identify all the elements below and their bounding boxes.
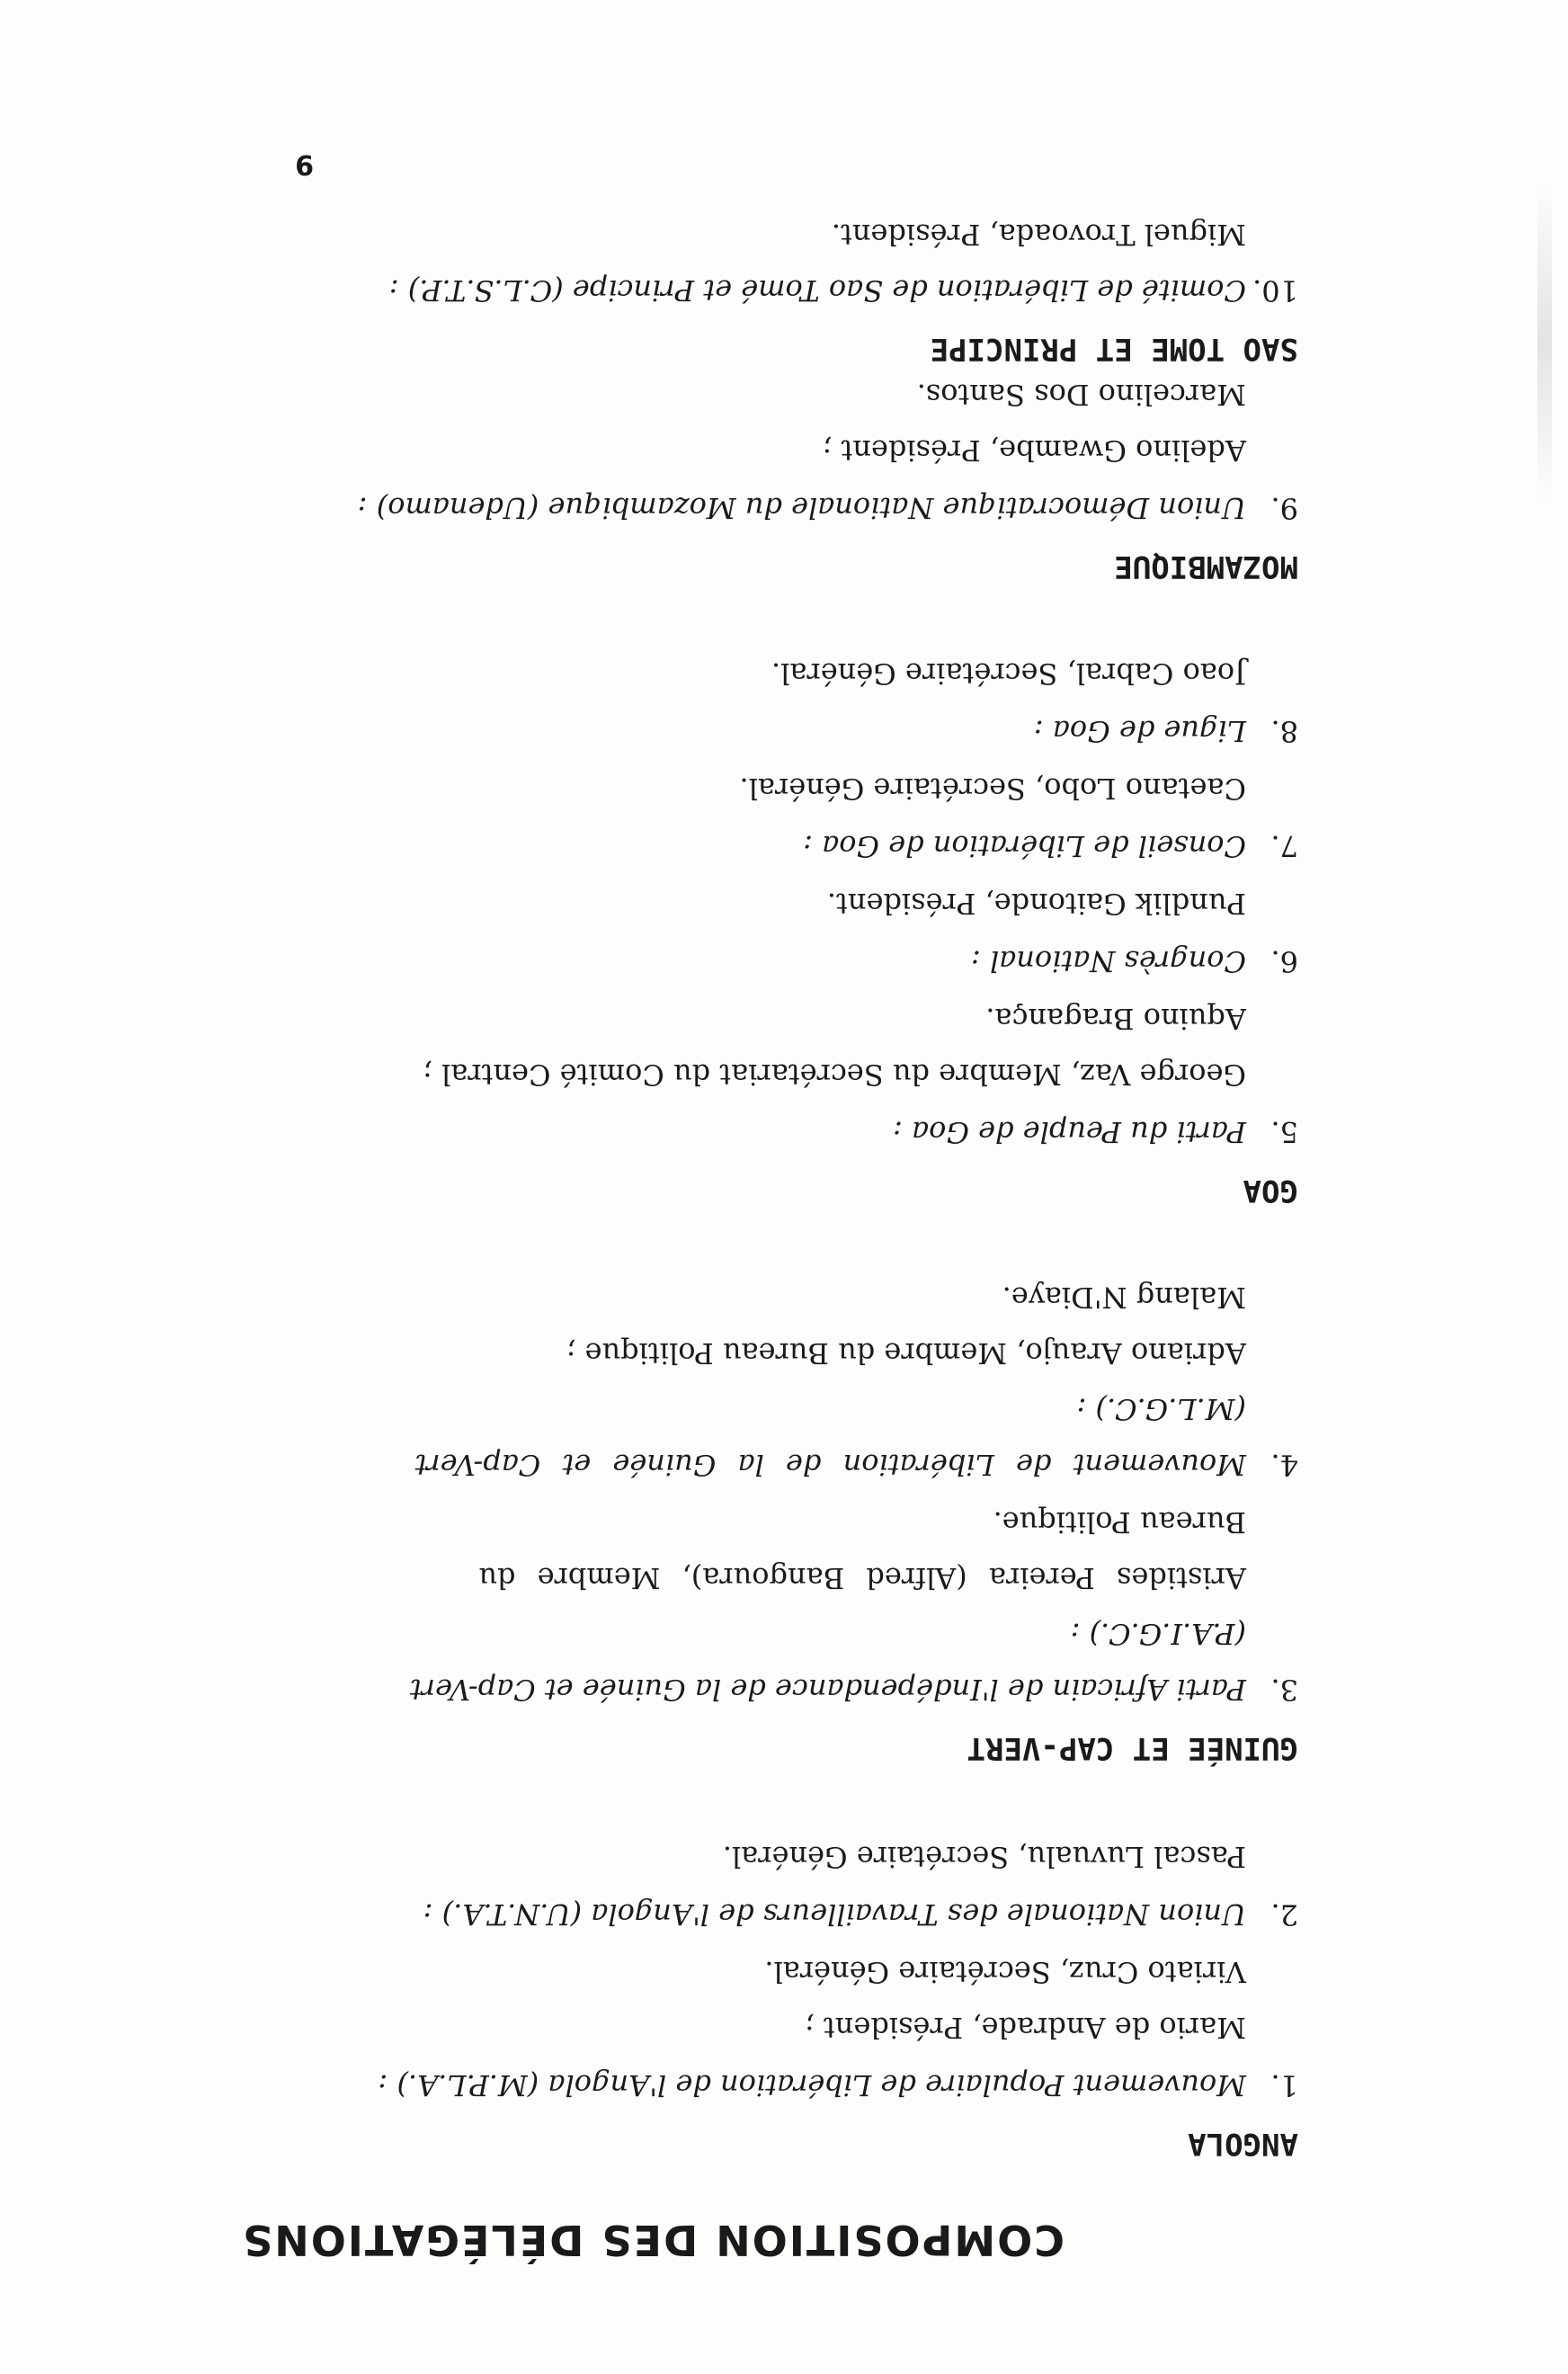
org-2-line-1 [423, 1897, 1298, 1932]
org-4-person-1: Adriano Araujo, Membre du Bureau Politique ; [566, 1336, 1246, 1370]
org-10-name: Comité de Libération de Sao Tomé et Principe (C.L.S.T.P.) : [388, 273, 1246, 308]
org-3-name: Parti Africain de l'Indépendance de la Guinée et Cap-Vert [409, 1673, 1246, 1707]
org-9-person-1: Adelino Gwambe, Président ; [822, 433, 1246, 468]
org-6-line-1 [971, 944, 1298, 978]
org-7-line-1 [803, 829, 1298, 863]
org-3-person-1: Aristides Pereira (Alfred Bangoura), Membre du [478, 1561, 1246, 1595]
org-9-name: Union Démocratique Nationale du Mozambique (Udenamo) : [357, 491, 1246, 525]
org-5-person-2: Aquino Bragança. [985, 1002, 1246, 1036]
org-3-line-1 [410, 1673, 1298, 1707]
org-4-name: Mouvement de Libération de la Guinée et Cap-Vert [414, 1448, 1246, 1482]
section-heading-guinee: GUINÉE ET CAP-VERT [967, 1730, 1298, 1766]
org-10-line-1 [389, 273, 1298, 308]
org-8-person-1: Joao Cabral, Secrétaire Général. [771, 656, 1246, 691]
org-4-line-2: (M.L.G.C.) : [1076, 1392, 1246, 1426]
page-number: 9 [295, 148, 314, 180]
org-5-name: Parti du Peuple de Goa : [893, 1115, 1246, 1149]
section-heading-goa: GOA [1243, 1173, 1298, 1209]
org-7-number: 7. [1270, 829, 1298, 863]
org-4-person-2: Malang N'Diaye. [1002, 1281, 1246, 1315]
org-2-name: Union Nationale des Travailleurs de l'Angola (U.N.T.A.) : [423, 1897, 1246, 1932]
org-5-person-1: George Vaz, Membre du Secrétariat du Comité Central ; [423, 1058, 1246, 1092]
org-4-number: 4. [1270, 1448, 1298, 1482]
org-8-line-1 [1034, 714, 1298, 748]
org-1-person-1: Mario de Andrade, Président ; [804, 2011, 1246, 2045]
org-9-line-1 [358, 491, 1298, 525]
org-5-number: 5. [1270, 1115, 1298, 1149]
org-2-number: 2. [1270, 1897, 1298, 1932]
org-9-number: 9. [1270, 491, 1298, 525]
org-6-number: 6. [1270, 944, 1298, 978]
org-7-person-1: Caetano Lobo, Secrétaire Général. [739, 772, 1246, 806]
org-4-line-1 [415, 1448, 1299, 1482]
org-7-name: Conseil de Libération de Goa : [803, 829, 1246, 863]
scan-smudge [1537, 180, 1552, 504]
org-6-person-1: Pundlik Gaitonde, Président. [826, 887, 1246, 921]
org-6-name: Congrès National : [971, 944, 1246, 978]
org-8-number: 8. [1270, 714, 1298, 748]
org-1-line-1 [379, 2068, 1299, 2102]
org-10-number: 10. [1252, 273, 1298, 308]
section-heading-sao-tome: SAO TOME ET PRINCIPE [930, 331, 1298, 367]
org-3-number: 3. [1270, 1673, 1298, 1707]
org-5-line-1 [893, 1115, 1298, 1149]
org-3-line-2: (P.A.I.G.C.) : [1070, 1617, 1246, 1651]
org-1-name: Mouvement Populaire de Libération de l'Angola (M.P.L.A.) : [378, 2068, 1246, 2102]
section-heading-angola: ANGOLA [1188, 2126, 1298, 2162]
org-1-person-2: Viriato Cruz, Secrétaire Général. [764, 1955, 1246, 1989]
page-title: COMPOSITION DES DÉLÉGATIONS [241, 2216, 1065, 2264]
org-9-person-2: Marcelino Dos Santos. [916, 378, 1246, 412]
org-10-person-1: Miguel Trovoada, Président. [831, 218, 1246, 252]
org-3-person-2: Bureau Politique. [993, 1505, 1246, 1540]
org-2-person-1: Pascal Luvualu, Secrétaire Général. [722, 1840, 1246, 1874]
org-1-number: 1. [1270, 2068, 1298, 2102]
section-heading-mozambique: MOZAMBIQUE [1114, 549, 1298, 585]
org-8-name: Ligue de Goa : [1033, 714, 1246, 748]
